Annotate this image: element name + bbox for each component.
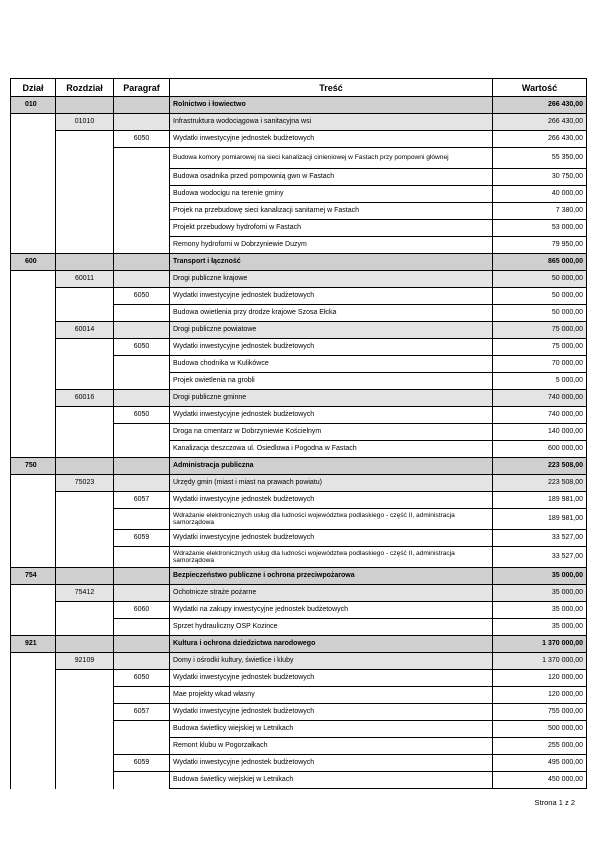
dzial-cell (11, 772, 56, 789)
rozdzial-cell (56, 755, 114, 772)
paragraf-cell (114, 148, 170, 169)
tresc-cell: Wydatki na zakupy inwestycyjne jednostek budżetowych (170, 602, 493, 619)
item-row (11, 547, 587, 568)
wartosc-cell: 55 350,00 (493, 148, 587, 169)
tresc-cell: Drogi publiczne gminne (170, 390, 493, 407)
wartosc-cell: 79 950,00 (493, 237, 587, 254)
tresc-cell: Bezpieczeństwo publiczne i ochrona przeciwpożarowa (170, 568, 493, 585)
paragraf-cell: 6050 (114, 288, 170, 305)
tresc-cell: Drogi publiczne krajowe (170, 271, 493, 288)
paragraf-cell (114, 186, 170, 203)
dzial-cell (11, 390, 56, 407)
tresc-cell: Transport i łączność (170, 254, 493, 271)
dzial-cell (11, 407, 56, 424)
wartosc-cell: 75 000,00 (493, 322, 587, 339)
rozdzial-row (11, 653, 587, 670)
tresc-cell: Wdrażanie elektronicznych usług dla ludności województwa podlaskiego - część II, administracja samorządowa (170, 547, 493, 568)
item-row (11, 441, 587, 458)
wartosc-cell: 35 000,00 (493, 568, 587, 585)
dzial-cell (11, 509, 56, 530)
tresc-cell: Budowa osadnika przed pompownią gwn w Fastach (170, 169, 493, 186)
header-wartosc: Wartość (493, 79, 587, 97)
tresc-cell: Urzędy gmin (miast i miast na prawach powiatu) (170, 475, 493, 492)
dzial-cell (11, 220, 56, 237)
rozdzial-cell (56, 131, 114, 148)
paragraf-cell (114, 619, 170, 636)
rozdzial-cell (56, 492, 114, 509)
item-row (11, 424, 587, 441)
tresc-cell: Projekt przebudowy hydrofomi w Fastach (170, 220, 493, 237)
tresc-cell: Remont klubu w Pogorzałkach (170, 738, 493, 755)
paragraf-row (11, 670, 587, 687)
paragraf-cell (114, 475, 170, 492)
wartosc-cell: 5 000,00 (493, 373, 587, 390)
rozdzial-row (11, 390, 587, 407)
rozdzial-cell (56, 687, 114, 704)
tresc-cell: Wydatki inwestycyjne jednostek budżetowych (170, 407, 493, 424)
rozdzial-cell (56, 424, 114, 441)
wartosc-cell: 189 981,00 (493, 509, 587, 530)
item-row (11, 220, 587, 237)
dzial-cell (11, 492, 56, 509)
paragraf-cell (114, 169, 170, 186)
paragraf-cell (114, 653, 170, 670)
paragraf-row (11, 530, 587, 547)
tresc-cell: Mae projekty wkad własny (170, 687, 493, 704)
wartosc-cell: 50 000,00 (493, 271, 587, 288)
wartosc-cell: 223 508,00 (493, 475, 587, 492)
tresc-cell: Wydatki inwestycyjne jednostek budżetowych (170, 755, 493, 772)
paragraf-cell: 6050 (114, 339, 170, 356)
dzial-cell (11, 653, 56, 670)
paragraf-row (11, 602, 587, 619)
wartosc-cell: 740 000,00 (493, 407, 587, 424)
wartosc-cell: 266 430,00 (493, 97, 587, 114)
paragraf-row (11, 339, 587, 356)
paragraf-cell (114, 721, 170, 738)
rozdzial-cell (56, 305, 114, 322)
tresc-cell: Domy i ośrodki kultury, świetlice i kluby (170, 653, 493, 670)
wartosc-cell: 266 430,00 (493, 131, 587, 148)
paragraf-row (11, 288, 587, 305)
dzial-cell (11, 424, 56, 441)
tresc-cell: Wydatki inwestycyjne jednostek budżetowych (170, 492, 493, 509)
rozdzial-cell (56, 288, 114, 305)
dzial-cell (11, 373, 56, 390)
paragraf-row (11, 131, 587, 148)
paragraf-cell (114, 220, 170, 237)
wartosc-cell: 600 000,00 (493, 441, 587, 458)
tresc-cell: Budowa chodnika w Kulikówce (170, 356, 493, 373)
tresc-cell: Wydatki inwestycyjne jednostek budżetowych (170, 704, 493, 721)
tresc-cell: Rolnictwo i łowiectwo (170, 97, 493, 114)
paragraf-cell (114, 687, 170, 704)
paragraf-cell (114, 458, 170, 475)
wartosc-cell: 30 750,00 (493, 169, 587, 186)
dzial-row (11, 458, 587, 475)
header-rozdzial: Rozdział (56, 79, 114, 97)
tresc-cell: Administracja publiczna (170, 458, 493, 475)
item-row (11, 169, 587, 186)
tresc-cell: Ochotnicze straże pożarne (170, 585, 493, 602)
tresc-cell: Wdrażanie elektronicznych usług dla ludności województwa podlaskiego - część II, administracja samorządowa (170, 509, 493, 530)
item-row (11, 203, 587, 220)
rozdzial-cell (56, 602, 114, 619)
paragraf-cell (114, 254, 170, 271)
wartosc-cell: 75 000,00 (493, 339, 587, 356)
wartosc-cell: 50 000,00 (493, 288, 587, 305)
item-row (11, 186, 587, 203)
rozdzial-cell (56, 186, 114, 203)
tresc-cell: Wydatki inwestycyjne jednostek budżetowych (170, 530, 493, 547)
paragraf-cell (114, 305, 170, 322)
tresc-cell: Droga na cmentarz w Dobrzyniewie Kościelnym (170, 424, 493, 441)
tresc-cell: Kanalizacja deszczowa ul. Osiedlowa i Pogodna w Fastach (170, 441, 493, 458)
item-row (11, 619, 587, 636)
paragraf-cell: 6059 (114, 530, 170, 547)
wartosc-cell: 189 981,00 (493, 492, 587, 509)
paragraf-cell (114, 547, 170, 568)
dzial-cell (11, 619, 56, 636)
item-row (11, 687, 587, 704)
tresc-cell: Wydatki inwestycyjne jednostek budżetowych (170, 288, 493, 305)
paragraf-cell: 6059 (114, 755, 170, 772)
paragraf-row (11, 407, 587, 424)
item-row (11, 373, 587, 390)
dzial-row (11, 254, 587, 271)
wartosc-cell: 266 430,00 (493, 114, 587, 131)
rozdzial-cell (56, 373, 114, 390)
dzial-cell (11, 721, 56, 738)
rozdzial-cell (56, 738, 114, 755)
wartosc-cell: 120 000,00 (493, 687, 587, 704)
paragraf-cell (114, 568, 170, 585)
tresc-cell: Wydatki inwestycyjne jednostek budżetowych (170, 339, 493, 356)
dzial-cell (11, 186, 56, 203)
header-paragraf: Paragraf (114, 79, 170, 97)
wartosc-cell: 40 000,00 (493, 186, 587, 203)
dzial-row (11, 97, 587, 114)
rozdzial-cell: 60014 (56, 322, 114, 339)
wartosc-cell: 120 000,00 (493, 670, 587, 687)
rozdzial-row (11, 114, 587, 131)
tresc-cell: Budowa wodocigu na terenie gminy (170, 186, 493, 203)
dzial-cell (11, 288, 56, 305)
dzial-cell (11, 339, 56, 356)
dzial-cell (11, 131, 56, 148)
rozdzial-cell: 60016 (56, 390, 114, 407)
page-number: Strona 1 z 2 (534, 798, 575, 807)
tresc-cell: Remony hydroforni w Dobrzyniewie Duzym (170, 237, 493, 254)
dzial-cell (11, 670, 56, 687)
rozdzial-cell (56, 148, 114, 169)
rozdzial-cell: 01010 (56, 114, 114, 131)
rozdzial-cell (56, 237, 114, 254)
dzial-cell (11, 755, 56, 772)
paragraf-cell: 6057 (114, 492, 170, 509)
tresc-cell: Drogi publiczne powiatowe (170, 322, 493, 339)
item-row (11, 305, 587, 322)
item-row (11, 356, 587, 373)
wartosc-cell: 223 508,00 (493, 458, 587, 475)
paragraf-cell (114, 114, 170, 131)
wartosc-cell: 35 000,00 (493, 619, 587, 636)
rozdzial-cell (56, 169, 114, 186)
wartosc-cell: 70 000,00 (493, 356, 587, 373)
dzial-cell (11, 585, 56, 602)
rozdzial-cell (56, 509, 114, 530)
tresc-cell: Infrastruktura wodociągowa i sanitacyjna wsi (170, 114, 493, 131)
dzial-cell (11, 148, 56, 169)
tresc-cell: Budowa komory pomiarowej na sieci kanalizacji cinieniowej w Fastach przy pompowni głównej (170, 148, 493, 169)
rozdzial-cell: 75023 (56, 475, 114, 492)
rozdzial-row (11, 271, 587, 288)
wartosc-cell: 35 000,00 (493, 602, 587, 619)
paragraf-cell: 6050 (114, 131, 170, 148)
rozdzial-row (11, 322, 587, 339)
tresc-cell: Projek na przebudowę sieci kanalizacji sanitarnej w Fastach (170, 203, 493, 220)
rozdzial-cell (56, 721, 114, 738)
dzial-cell: 010 (11, 97, 56, 114)
wartosc-cell: 740 000,00 (493, 390, 587, 407)
paragraf-cell (114, 509, 170, 530)
paragraf-row (11, 755, 587, 772)
tresc-cell: Budowa świetlicy wiejskiej w Letnikach (170, 772, 493, 789)
wartosc-cell: 33 527,00 (493, 547, 587, 568)
wartosc-cell: 865 000,00 (493, 254, 587, 271)
dzial-cell (11, 305, 56, 322)
table-body (11, 97, 587, 789)
dzial-cell: 754 (11, 568, 56, 585)
wartosc-cell: 1 370 000,00 (493, 653, 587, 670)
rozdzial-cell (56, 547, 114, 568)
tresc-cell: Sprzet hydrauliczny OSP Kozince (170, 619, 493, 636)
paragraf-cell (114, 390, 170, 407)
paragraf-cell (114, 585, 170, 602)
rozdzial-row (11, 585, 587, 602)
rozdzial-cell (56, 220, 114, 237)
rozdzial-cell (56, 441, 114, 458)
rozdzial-cell: 60011 (56, 271, 114, 288)
dzial-cell (11, 203, 56, 220)
paragraf-cell (114, 203, 170, 220)
paragraf-cell (114, 356, 170, 373)
rozdzial-cell (56, 458, 114, 475)
header-dzial: Dział (11, 79, 56, 97)
tresc-cell: Wydatki inwestycyjne jednostek budżetowych (170, 131, 493, 148)
paragraf-cell (114, 237, 170, 254)
wartosc-cell: 53 000,00 (493, 220, 587, 237)
dzial-cell (11, 322, 56, 339)
rozdzial-cell (56, 772, 114, 789)
header-tresc: Treść (170, 79, 493, 97)
rozdzial-cell (56, 203, 114, 220)
rozdzial-cell (56, 254, 114, 271)
paragraf-cell (114, 772, 170, 789)
paragraf-cell (114, 424, 170, 441)
rozdzial-cell (56, 407, 114, 424)
rozdzial-cell (56, 339, 114, 356)
paragraf-cell (114, 373, 170, 390)
rozdzial-cell (56, 97, 114, 114)
dzial-cell (11, 114, 56, 131)
paragraf-cell (114, 97, 170, 114)
wartosc-cell: 755 000,00 (493, 704, 587, 721)
dzial-cell: 600 (11, 254, 56, 271)
rozdzial-cell (56, 704, 114, 721)
paragraf-row (11, 492, 587, 509)
dzial-cell (11, 356, 56, 373)
tresc-cell: Budowa świetlicy wiejskiej w Letnikach (170, 721, 493, 738)
paragraf-cell: 6057 (114, 704, 170, 721)
wartosc-cell: 495 000,00 (493, 755, 587, 772)
rozdzial-cell (56, 530, 114, 547)
item-row (11, 772, 587, 789)
paragraf-cell: 6050 (114, 670, 170, 687)
rozdzial-cell: 75412 (56, 585, 114, 602)
budget-table (10, 78, 587, 789)
paragraf-cell (114, 738, 170, 755)
item-row (11, 721, 587, 738)
dzial-row (11, 636, 587, 653)
tresc-cell: Kultura i ochrona dziedzictwa narodowego (170, 636, 493, 653)
dzial-cell (11, 704, 56, 721)
paragraf-cell (114, 441, 170, 458)
dzial-cell (11, 602, 56, 619)
tresc-cell: Wydatki inwestycyjne jednostek budżetowych (170, 670, 493, 687)
wartosc-cell: 140 000,00 (493, 424, 587, 441)
item-row (11, 509, 587, 530)
paragraf-cell: 6050 (114, 407, 170, 424)
tresc-cell: Projek owietlenia na grobli (170, 373, 493, 390)
dzial-cell (11, 687, 56, 704)
table-header-row (11, 79, 587, 97)
wartosc-cell: 1 370 000,00 (493, 636, 587, 653)
dzial-cell (11, 530, 56, 547)
paragraf-cell (114, 322, 170, 339)
dzial-cell: 750 (11, 458, 56, 475)
rozdzial-row (11, 475, 587, 492)
wartosc-cell: 450 000,00 (493, 772, 587, 789)
rozdzial-cell: 92109 (56, 653, 114, 670)
dzial-cell (11, 547, 56, 568)
wartosc-cell: 500 000,00 (493, 721, 587, 738)
wartosc-cell: 7 380,00 (493, 203, 587, 220)
dzial-cell (11, 738, 56, 755)
paragraf-cell (114, 636, 170, 653)
rozdzial-cell (56, 670, 114, 687)
dzial-cell (11, 169, 56, 186)
rozdzial-cell (56, 356, 114, 373)
dzial-cell (11, 237, 56, 254)
rozdzial-cell (56, 619, 114, 636)
dzial-cell (11, 475, 56, 492)
wartosc-cell: 50 000,00 (493, 305, 587, 322)
wartosc-cell: 35 000,00 (493, 585, 587, 602)
wartosc-cell: 255 000,00 (493, 738, 587, 755)
paragraf-row (11, 704, 587, 721)
tresc-cell: Budowa owietlenia przy drodze krajowe Szosa Ełcka (170, 305, 493, 322)
rozdzial-cell (56, 568, 114, 585)
item-row (11, 237, 587, 254)
wartosc-cell: 33 527,00 (493, 530, 587, 547)
item-row (11, 738, 587, 755)
dzial-cell (11, 271, 56, 288)
dzial-row (11, 568, 587, 585)
dzial-cell (11, 441, 56, 458)
paragraf-cell: 6060 (114, 602, 170, 619)
dzial-cell: 921 (11, 636, 56, 653)
rozdzial-cell (56, 636, 114, 653)
paragraf-cell (114, 271, 170, 288)
item-row (11, 148, 587, 169)
